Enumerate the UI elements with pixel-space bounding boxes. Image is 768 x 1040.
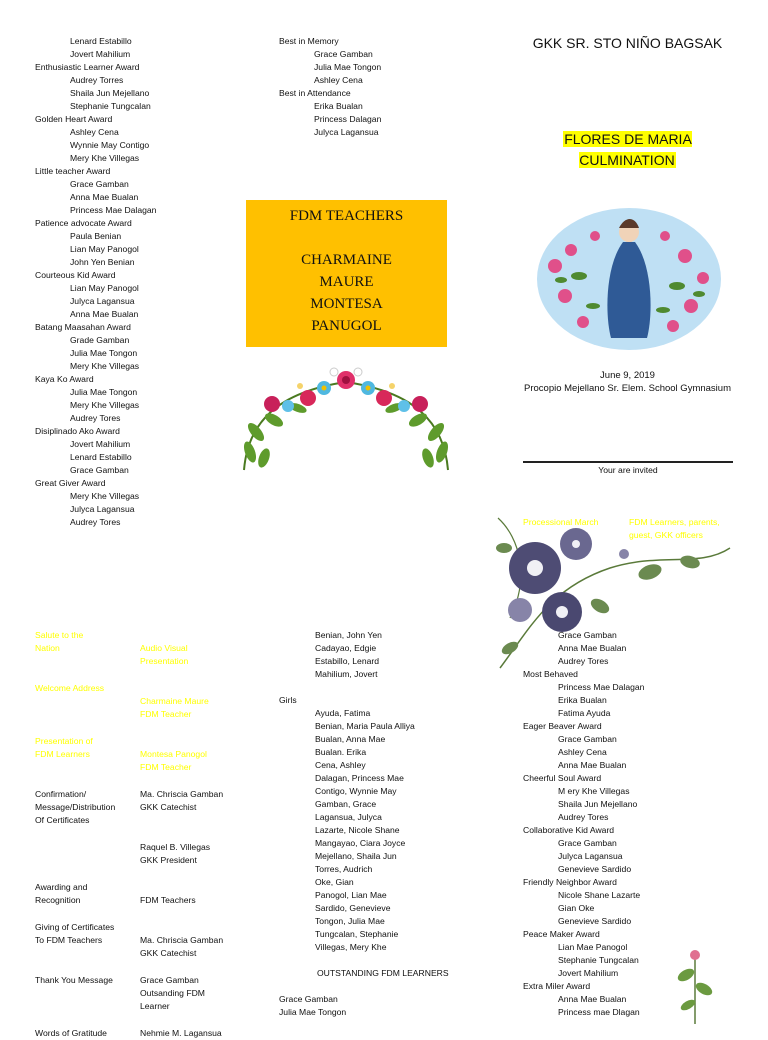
learner-name: Benian, John Yen xyxy=(315,630,382,640)
award-recipient: Grade Gamban xyxy=(70,335,130,345)
award-recipient: Shaila Jun Mejellano xyxy=(70,88,150,98)
program-item-person: Grace Gamban xyxy=(140,975,199,985)
learner-name: Benian, Maria Paula Alliya xyxy=(315,721,415,731)
awards-list-middle xyxy=(279,35,381,139)
learner-name: Bualan, Anna Mae xyxy=(315,734,386,744)
program-item-person: Montesa Panogol xyxy=(140,749,207,759)
award-recipient: Mery Khe Villegas xyxy=(70,153,140,163)
award-recipient: Wynnie May Contigo xyxy=(70,140,150,150)
award-title: Cheerful Soul Award xyxy=(523,773,602,783)
learner-name: Mahilium, Jovert xyxy=(315,669,378,679)
learner-name: Dalagan, Princess Mae xyxy=(315,773,404,783)
learner-name: Sardido, Genevieve xyxy=(315,903,391,913)
award-recipient: Grace Gamban xyxy=(70,179,129,189)
small-flower-image xyxy=(670,945,720,1024)
learner-name: Tungcalan, Stephanie xyxy=(315,929,399,939)
award-recipient: Julia Mae Tongon xyxy=(70,387,138,397)
award-recipient: Jovert Mahilium xyxy=(70,49,131,59)
learner-name: Gamban, Grace xyxy=(315,799,377,809)
award-recipient: Nicole Shane Lazarte xyxy=(558,890,641,900)
award-recipient: Mery Khe Villegas xyxy=(70,361,140,371)
award-recipient: Audrey Tores xyxy=(558,812,609,822)
program-item-label: Message/Distribution xyxy=(35,802,116,812)
award-title: Best in Memory xyxy=(279,36,339,46)
award-recipient: Anna Mae Bualan xyxy=(70,309,139,319)
program-item-person: Learner xyxy=(140,1001,170,1011)
award-title: Enthusiastic Learner Award xyxy=(35,62,140,72)
award-recipient: Princess mae Dlagan xyxy=(558,1007,640,1017)
teacher-name: PANUGOL xyxy=(311,318,382,334)
program-item-label: Salute to the xyxy=(35,630,84,640)
award-recipient: Julyca Lagansua xyxy=(314,127,379,137)
award-title: Patience advocate Award xyxy=(35,218,132,228)
program-item-person: GKK President xyxy=(140,855,197,865)
award-recipient: Ashley Cena xyxy=(70,127,119,137)
program-item-label: To FDM Teachers xyxy=(35,935,103,945)
learner-name: Panogol, Lian Mae xyxy=(315,890,387,900)
award-recipient: Genevieve Sardido xyxy=(558,916,632,926)
event-title xyxy=(520,129,735,171)
award-recipient: M ery Khe Villegas xyxy=(558,786,630,796)
program-item-label: Welcome Address xyxy=(35,683,105,693)
award-recipient: Julia Mae Tongon xyxy=(70,348,138,358)
program-item-person: Ma. Chriscia Gamban xyxy=(140,935,224,945)
event-date: June 9, 2019 xyxy=(600,370,655,381)
award-recipient: Lenard Estabillo xyxy=(70,452,132,462)
flower-garland-image xyxy=(238,362,454,474)
award-title: Collaborative Kid Award xyxy=(523,825,615,835)
program-item-label: Confirmation/ xyxy=(35,789,87,799)
program-item-processional-who: FDM Learners, parents, guest, GKK officers xyxy=(629,517,720,540)
program-item-processional: Processional March xyxy=(523,517,599,527)
outstanding-name: Julia Mae Tongon xyxy=(279,1007,347,1017)
learner-name: Bualan. Erika xyxy=(315,747,367,757)
event-title-text: FLORES DE MARIA CULMINATION xyxy=(564,131,692,168)
award-title: Disiplinado Ako Award xyxy=(35,426,120,436)
learner-name: Cadayao, Edgie xyxy=(315,643,377,653)
learner-name: Torres, Audrich xyxy=(315,864,373,874)
learner-name: Estabillo, Lenard xyxy=(315,656,380,666)
program-item-label: Presentation of xyxy=(35,736,93,746)
award-title: Peace Maker Award xyxy=(523,929,600,939)
teacher-name: MAURE xyxy=(319,274,374,290)
award-title: Little teacher Award xyxy=(35,166,111,176)
award-recipient: Audrey Tores xyxy=(70,517,121,527)
award-recipient: Julyca Lagansua xyxy=(558,851,623,861)
program-item-label: Of Certificates xyxy=(35,815,90,825)
teacher-name: CHARMAINE xyxy=(301,252,392,268)
program-item-label: Nation xyxy=(35,643,60,653)
award-title: Best in Attendance xyxy=(279,88,351,98)
award-recipient: Lenard Estabillo xyxy=(70,36,132,46)
program-item-label: FDM Learners xyxy=(35,749,90,759)
award-title: Courteous Kid Award xyxy=(35,270,116,280)
award-title: Eager Beaver Award xyxy=(523,721,602,731)
invitation-text: Your are invited xyxy=(598,465,658,475)
award-recipient: Grace Gamban xyxy=(558,838,617,848)
award-title: Kaya Ko Award xyxy=(35,374,94,384)
learners-list xyxy=(279,629,449,1019)
teachers-heading: FDM TEACHERS xyxy=(289,208,404,224)
spacer xyxy=(315,954,449,967)
award-recipient: Jovert Mahilium xyxy=(558,968,619,978)
learner-name: Mejellano, Shaila Jun xyxy=(315,851,397,861)
award-recipient: Audrey Torres xyxy=(70,75,124,85)
virgin-mary-image xyxy=(535,206,723,352)
award-recipient: Anna Mae Bualan xyxy=(558,643,627,653)
award-title: Extra Miler Award xyxy=(523,981,591,991)
program-item-person: GKK Catechist xyxy=(140,802,197,812)
award-recipient: Stephanie Tungcalan xyxy=(558,955,639,965)
award-recipient: Paula Benian xyxy=(70,231,122,241)
program-item-label: Recognition xyxy=(35,895,81,905)
award-recipient: Gian Oke xyxy=(558,903,595,913)
outstanding-name: Grace Gamban xyxy=(279,994,338,1004)
award-recipient: Lian May Panogol xyxy=(70,244,139,254)
program-item-label: Giving of Certificates xyxy=(35,922,115,932)
award-recipient: Julyca Lagansua xyxy=(70,296,135,306)
spacer xyxy=(315,980,449,993)
award-recipient: Stephanie Tungcalan xyxy=(70,101,151,111)
award-recipient: Erika Bualan xyxy=(558,695,607,705)
award-recipient: Princess Mae Dalagan xyxy=(70,205,157,215)
learner-name: Villegas, Mery Khe xyxy=(315,942,387,952)
award-recipient: Princess Dalagan xyxy=(314,114,382,124)
spacer xyxy=(315,681,449,694)
program-item-person: FDM Teacher xyxy=(140,762,192,772)
award-recipient: Anna Mae Bualan xyxy=(558,760,627,770)
outstanding-heading: OUTSTANDING FDM LEARNERS xyxy=(317,968,449,978)
program-item-label: Thank You Message xyxy=(35,975,113,985)
award-recipient: Ashley Cena xyxy=(558,747,607,757)
award-recipient: Fatima Ayuda xyxy=(558,708,611,718)
awards-list-right xyxy=(523,629,644,1019)
award-recipient: Anna Mae Bualan xyxy=(70,192,139,202)
award-title: Golden Heart Award xyxy=(35,114,113,124)
event-venue: Procopio Mejellano Sr. Elem. School Gymnasium xyxy=(524,383,731,394)
learner-name: Oke, Gian xyxy=(315,877,354,887)
learner-name: Lazarte, Nicole Shane xyxy=(315,825,400,835)
award-title: Most Behaved xyxy=(523,669,578,679)
program-item-person: FDM Teacher xyxy=(140,709,192,719)
award-recipient: Grace Gamban xyxy=(70,465,129,475)
award-recipient: Anna Mae Bualan xyxy=(558,994,627,1004)
award-recipient: Grace Gamban xyxy=(314,49,373,59)
learner-name: Cena, Ashley xyxy=(315,760,366,770)
award-recipient: Jovert Mahilium xyxy=(70,439,131,449)
program-item-person: Raquel B. Villegas xyxy=(140,842,211,852)
award-title: Batang Maasahan Award xyxy=(35,322,131,332)
award-recipient: Genevieve Sardido xyxy=(558,864,632,874)
award-recipient: Grace Gamban xyxy=(558,630,617,640)
award-recipient: Julyca Lagansua xyxy=(70,504,135,514)
award-title: Great Giver Award xyxy=(35,478,106,488)
fdm-teachers-box xyxy=(246,200,447,347)
program-item-person: Outsanding FDM xyxy=(140,988,205,998)
award-recipient: Audrey Tores xyxy=(558,656,609,666)
award-recipient: Mery Khe Villegas xyxy=(70,491,140,501)
award-recipient: Princess Mae Dalagan xyxy=(558,682,645,692)
learner-name: Contigo, Wynnie May xyxy=(315,786,397,796)
learner-name: Mangayao, Ciara Joyce xyxy=(315,838,406,848)
award-recipient: Lian Mae Panogol xyxy=(558,942,628,952)
award-recipient: Ashley Cena xyxy=(314,75,363,85)
learner-name: Ayuda, Fatima xyxy=(315,708,371,718)
award-recipient: Mery Khe Villegas xyxy=(70,400,140,410)
awards-list-left xyxy=(35,35,156,529)
divider xyxy=(523,461,733,463)
program-item-person: Presentation xyxy=(140,656,189,666)
teacher-name: MONTESA xyxy=(310,296,383,312)
award-recipient: Erika Bualan xyxy=(314,101,363,111)
program-item-person: FDM Teachers xyxy=(140,895,196,905)
award-recipient: Audrey Tores xyxy=(70,413,121,423)
learner-name: Lagansua, Julyca xyxy=(315,812,382,822)
program-item-label: Awarding and xyxy=(35,882,88,892)
program-item-person: GKK Catechist xyxy=(140,948,197,958)
program-item-person: Ma. Chriscia Gamban xyxy=(140,789,224,799)
learner-name: Tongon, Julia Mae xyxy=(315,916,385,926)
award-recipient: Julia Mae Tongon xyxy=(314,62,382,72)
girls-heading: Girls xyxy=(279,695,297,705)
program-item-person: Audio Visual xyxy=(140,643,188,653)
award-recipient: Grace Gamban xyxy=(558,734,617,744)
program-item-label: Words of Gratitude xyxy=(35,1028,107,1038)
program-item-person: Charmaine Maure xyxy=(140,696,209,706)
award-recipient: Shaila Jun Mejellano xyxy=(558,799,638,809)
program-item-person: Nehmie M. Lagansua xyxy=(140,1028,222,1038)
award-title: Friendly Neighbor Award xyxy=(523,877,617,887)
organization-name: GKK SR. STO NIÑO BAGSAK xyxy=(532,35,723,51)
award-recipient: John Yen Benian xyxy=(70,257,135,267)
award-recipient: Lian May Panogol xyxy=(70,283,139,293)
